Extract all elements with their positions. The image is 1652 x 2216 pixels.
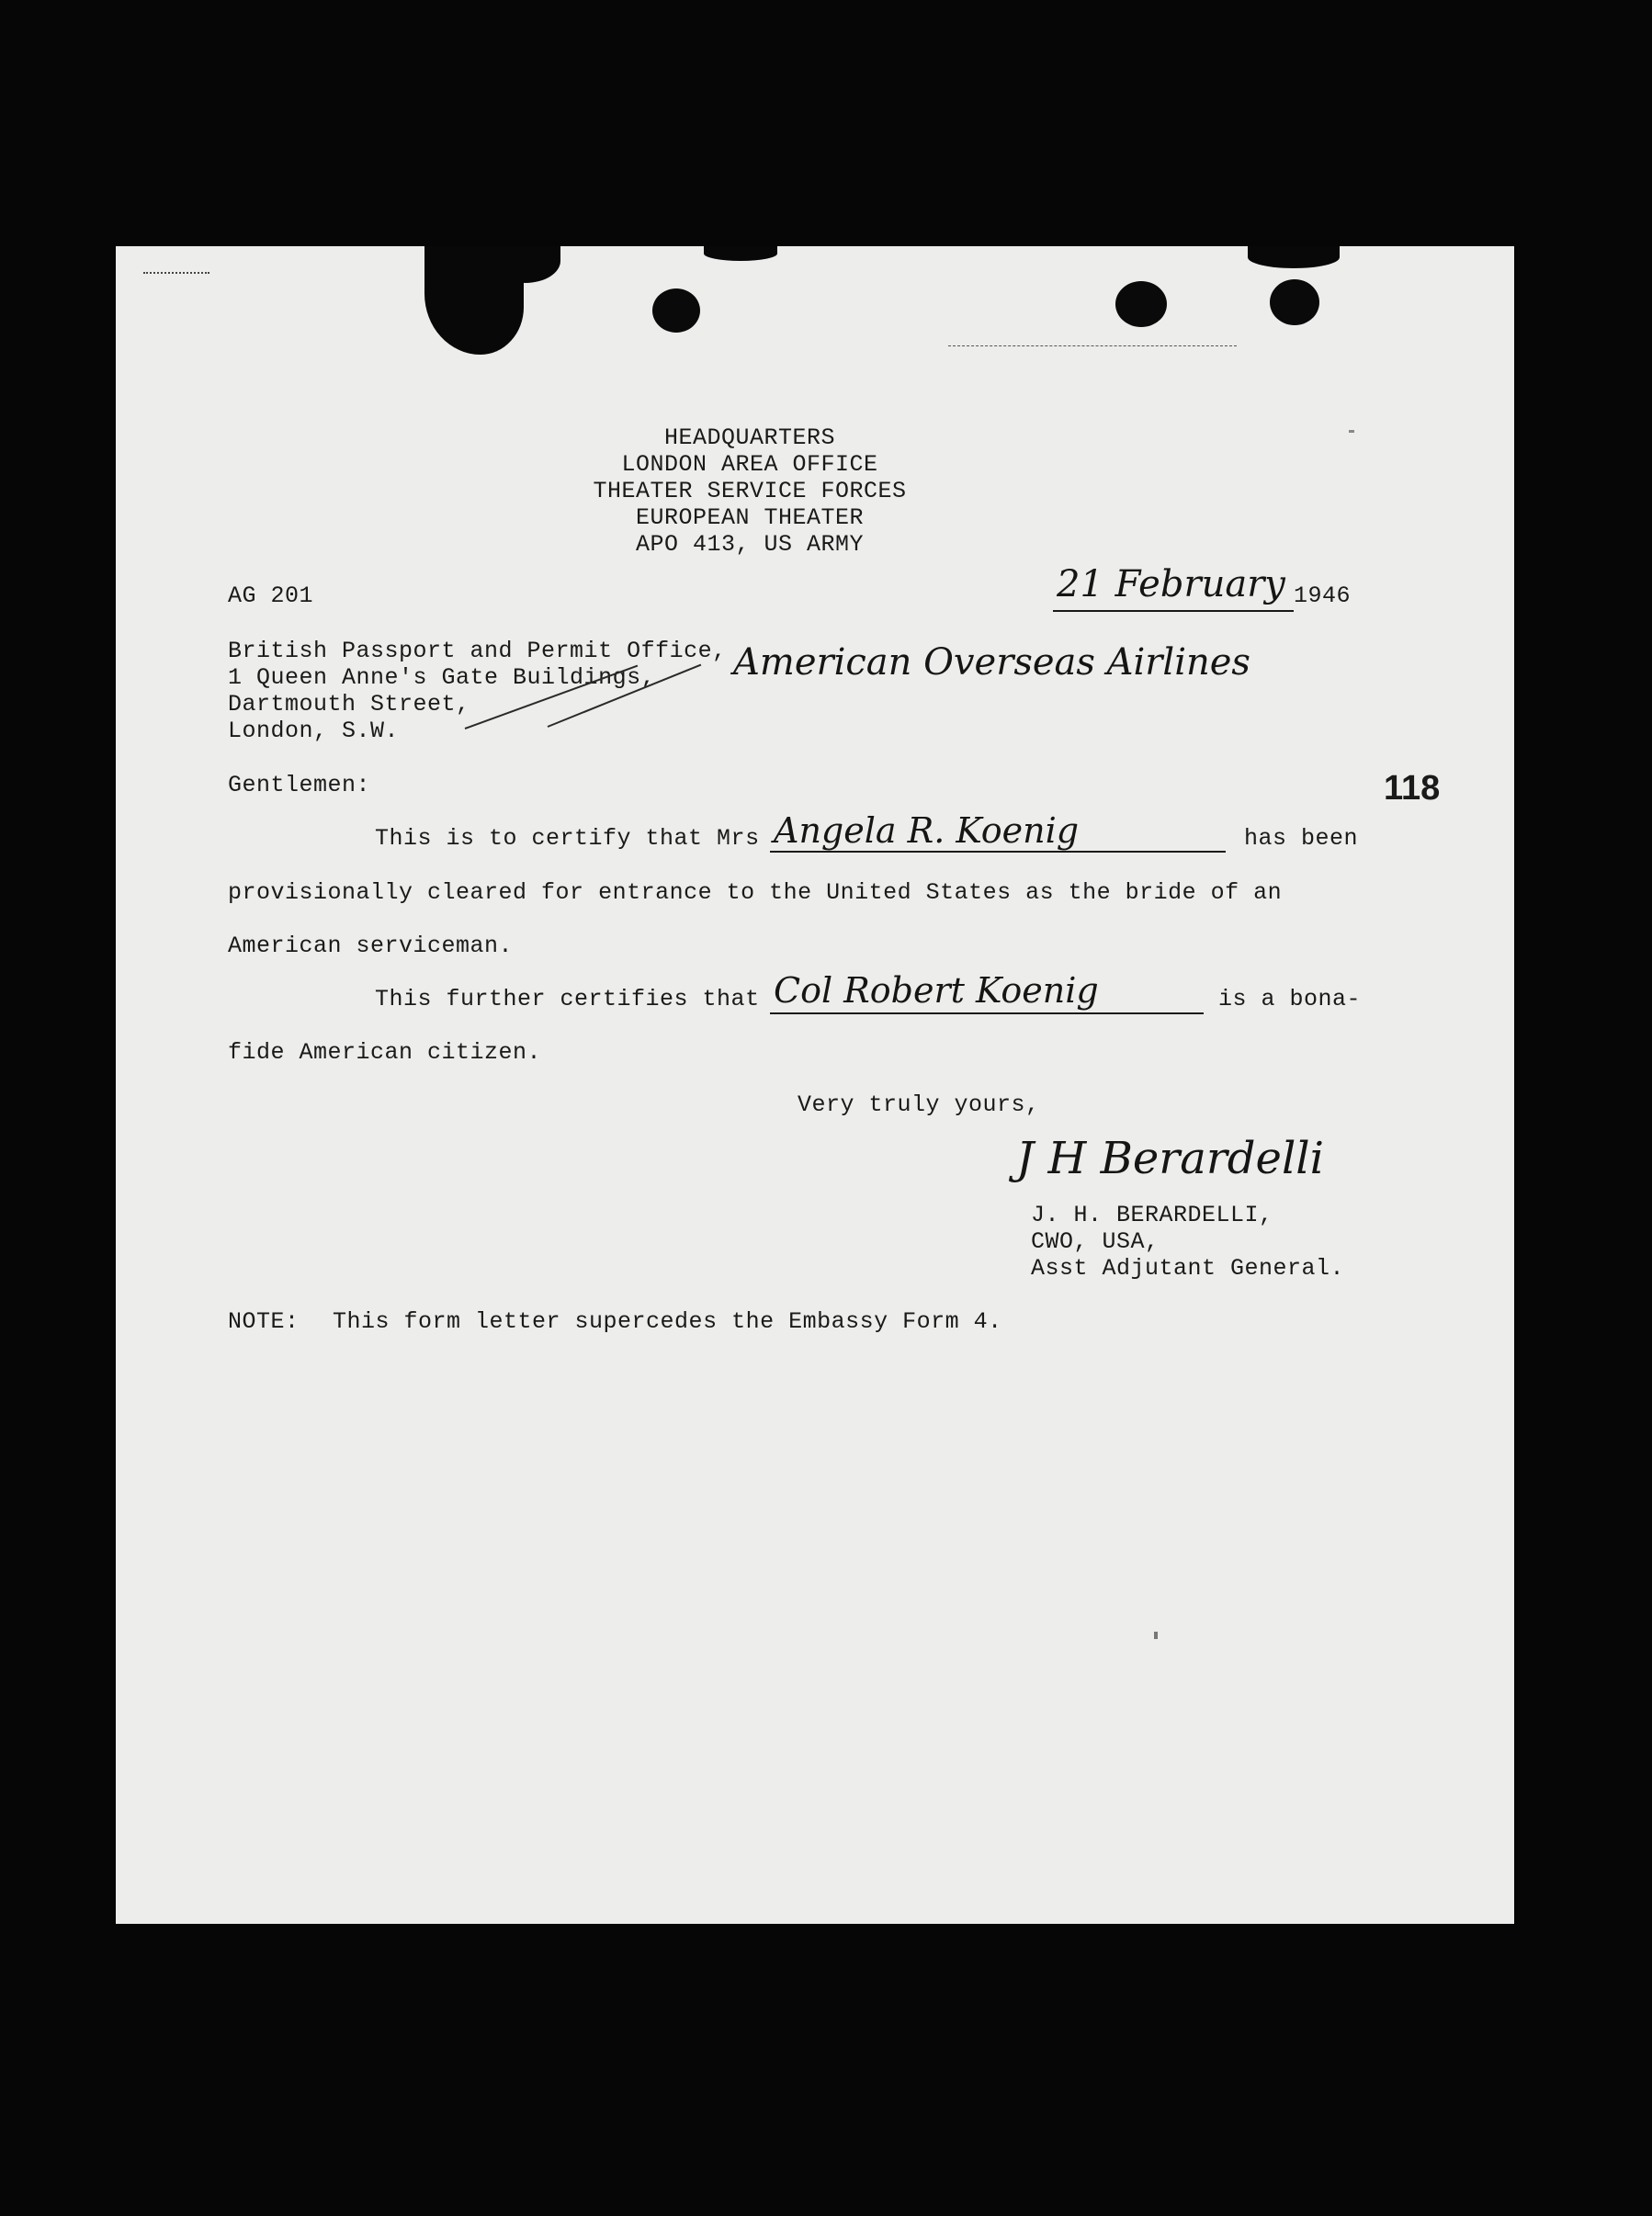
handwritten-signature: J H Berardelli	[1016, 1133, 1324, 1184]
handwritten-serviceman-name: Col Robert Koenig	[774, 970, 1099, 1011]
paper-speck	[1154, 1632, 1158, 1639]
paragraph2-prefix: This further certifies that	[375, 986, 760, 1012]
paragraph1-line3: American serviceman.	[228, 933, 514, 959]
header-line-4: EUROPEAN THEATER	[635, 504, 865, 531]
header-line-1: HEADQUARTERS	[663, 424, 836, 451]
paragraph1-prefix: This is to certify that Mrs	[375, 825, 760, 852]
paragraph2-suffix: is a bona-	[1218, 986, 1362, 1012]
date-underline	[1053, 610, 1294, 612]
date-year: 1946	[1294, 582, 1352, 609]
note-label: NOTE:	[228, 1308, 300, 1335]
closing: Very truly yours,	[798, 1091, 1040, 1118]
header-line-3: THEATER SERVICE FORCES	[593, 478, 907, 504]
signatory-name: J. H. BERARDELLI,	[1031, 1202, 1273, 1228]
paragraph1-suffix: has been	[1244, 825, 1359, 852]
note-text: This form letter supercedes the Embassy Form 4.	[333, 1308, 1002, 1335]
paper-speck	[1349, 430, 1354, 433]
torn-edge-left-fragment	[502, 246, 560, 283]
signatory-rank: CWO, USA,	[1031, 1228, 1160, 1255]
header-line-2: LONDON AREA OFFICE	[621, 451, 878, 478]
torn-edge-mid	[704, 246, 777, 261]
paragraph1-line2: provisionally cleared for entrance to the United States as the bride of an	[228, 879, 1283, 906]
faint-top-left-mark	[143, 272, 209, 274]
address-line-3: Dartmouth Street,	[228, 691, 470, 718]
address-line-4: London, S.W.	[228, 718, 400, 744]
handwritten-bride-name: Angela R. Koenig	[774, 810, 1080, 851]
address-line-2: 1 Queen Anne's Gate Buildings,	[228, 664, 656, 691]
letter-sheet	[116, 246, 1514, 1924]
handwritten-date: 21 February	[1057, 563, 1285, 605]
punch-hole-right	[1270, 279, 1319, 325]
faint-top-rule	[948, 345, 1237, 346]
page-stamp-number: 118	[1384, 769, 1441, 808]
paragraph2-line2: fide American citizen.	[228, 1039, 542, 1066]
punch-hole-center	[1115, 281, 1167, 327]
header-line-5: APO 413, US ARMY	[635, 531, 865, 558]
salutation: Gentlemen:	[228, 772, 371, 798]
torn-edge-right	[1248, 246, 1340, 268]
serviceman-name-underline	[770, 1012, 1204, 1014]
address-line-1: British Passport and Permit Office,	[228, 638, 727, 664]
signatory-title: Asst Adjutant General.	[1031, 1255, 1345, 1282]
handwritten-airline-note: American Overseas Airlines	[733, 641, 1250, 684]
punch-hole-left	[652, 288, 700, 333]
reference-code: AG 201	[228, 582, 314, 609]
bride-name-underline	[770, 851, 1226, 853]
